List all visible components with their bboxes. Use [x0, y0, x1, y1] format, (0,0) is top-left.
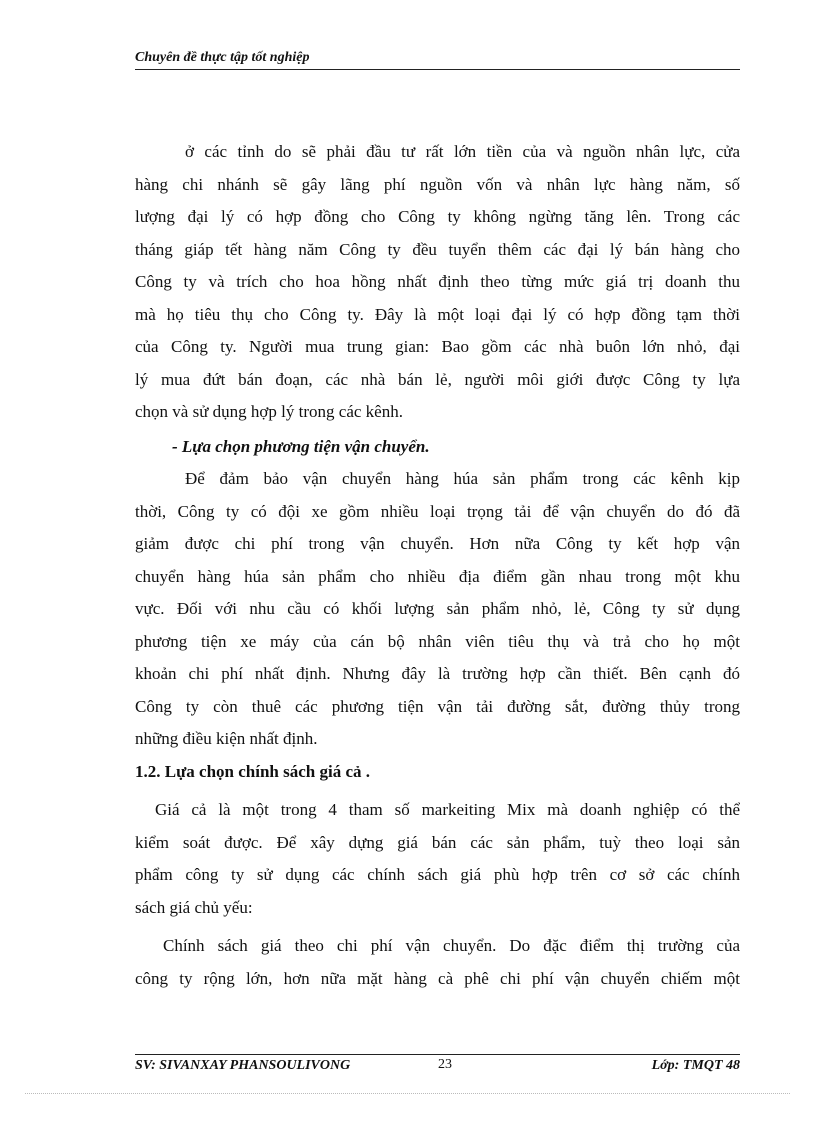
- footer-student-name: SV: SIVANXAY PHANSOULIVONG: [135, 1058, 351, 1073]
- paragraph-transport-pricing: [135, 930, 740, 995]
- text-line: Để đảm bảo vận chuyển hàng húa sản phẩm trong các kênh kịp: [185, 469, 740, 488]
- text-line: phẩm công ty sử dụng các chính sách giá phù hợp trên cơ sở các chính: [135, 865, 740, 884]
- text-line: Công ty và trích cho hoa hồng nhất định theo từng mức giá trị doanh thu: [135, 272, 740, 291]
- text-line: Chính sách giá theo chi phí vận chuyển. Do đặc điểm thị trường của: [163, 936, 740, 955]
- text-line: kiểm soát được. Để xây dựng giá bán các sản phẩm, tuỳ theo loại sản: [135, 832, 740, 852]
- text-line: ở các tỉnh do sẽ phải đầu tư rất lớn tiền của và nguồn nhân lực, cửa: [185, 142, 740, 161]
- page-footer: [135, 1054, 740, 1079]
- paragraph-transport: [135, 463, 740, 756]
- footer-class: Lớp: TMQT 48: [651, 1058, 740, 1073]
- text-line: lý mua đứt bán đoạn, các nhà bán lẻ, người môi giới được Công ty lựa: [135, 369, 740, 389]
- page-bottom-divider: [25, 1093, 790, 1094]
- section-heading-pricing: 1.2. Lựa chọn chính sách giá cả .: [135, 761, 371, 781]
- text-line: phương tiện xe máy của cán bộ nhân viên tiêu thụ và trả cho họ một: [135, 631, 740, 651]
- page-number: 23: [438, 1057, 452, 1072]
- paragraph-pricing-intro: [135, 794, 740, 924]
- document-body: [135, 136, 740, 995]
- text-line: lượng đại lý có hợp đồng cho Công ty không ngừng tăng lên. Trong các: [135, 207, 740, 226]
- text-line: thời, Công ty có đội xe gồm nhiều loại trọng tải để vận chuyển do đó đã: [135, 501, 740, 521]
- page-header: [135, 49, 740, 70]
- paragraph-distribution-agents: [135, 136, 740, 429]
- text-line: giảm được chi phí trong vận chuyển. Hơn nữa Công ty kết hợp vận: [135, 534, 740, 553]
- text-line: chuyển hàng húa sản phẩm cho nhiều địa điểm gần nhau trong một khu: [135, 566, 740, 586]
- text-line: vực. Đối với nhu cầu có khối lượng sản phẩm nhỏ, lẻ, Công ty sử dụng: [135, 599, 740, 618]
- header-title: Chuyên đề thực tập tốt nghiệp: [135, 50, 310, 65]
- text-line: Giá cả là một trong 4 tham số markeiting Mix mà doanh nghiệp có thể: [155, 800, 740, 819]
- text-line: Công ty còn thuê các phương tiện vận tải đường sắt, đường thủy trong: [135, 696, 740, 716]
- text-line: công ty rộng lớn, hơn nữa mặt hàng cà phê chi phí vận chuyển chiếm một: [135, 968, 740, 988]
- subheading-transport: - Lựa chọn phương tiện vận chuyển.: [172, 436, 430, 456]
- text-line: hàng chi nhánh sẽ gây lãng phí nguồn vốn và nhân lực hàng năm, số: [135, 174, 740, 194]
- text-line: những điều kiện nhất định.: [135, 729, 318, 748]
- text-line: sách giá chủ yếu:: [135, 897, 253, 917]
- text-line: khoản chi phí nhất định. Nhưng đây là trường hợp cần thiết. Bên cạnh đó: [135, 664, 740, 683]
- text-line: tháng giáp tết hàng năm Công ty đều tuyển thêm các đại lý bán hàng cho: [135, 239, 740, 259]
- text-line: mà họ tiêu thụ cho Công ty. Đây là một loại đại lý có hợp đồng tạm thời: [135, 304, 740, 324]
- text-line: của Công ty. Người mua trung gian: Bao gồm các nhà buôn lớn nhỏ, đại: [135, 337, 740, 356]
- text-line: chọn và sử dụng hợp lý trong các kênh.: [135, 402, 403, 421]
